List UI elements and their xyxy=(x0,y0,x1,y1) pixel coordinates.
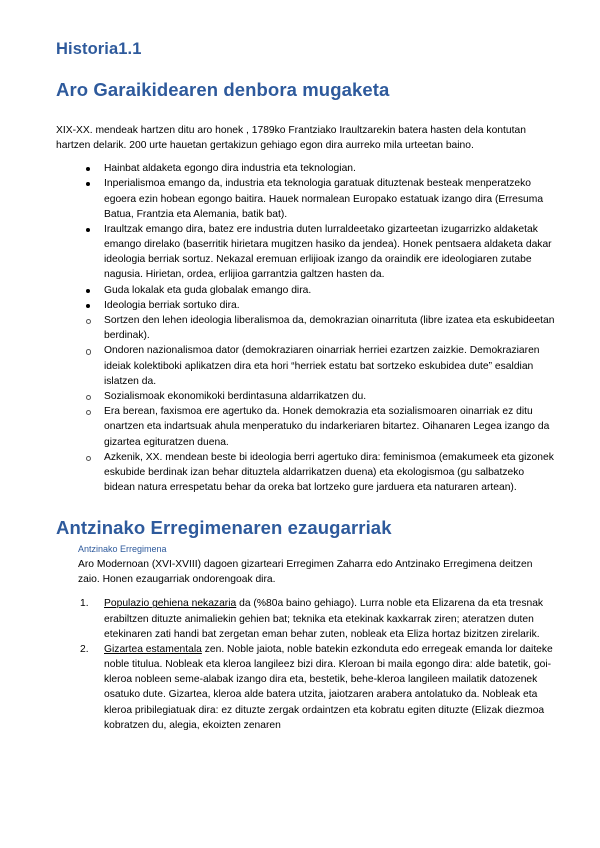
numbered-list-item xyxy=(78,642,555,733)
list-item: Sortzen den lehen ideologia liberalismoa da, demokrazian oinarrituta (libre izatea eta eskubideetan berdinak). xyxy=(82,313,555,343)
list-item: Ideologia berriak sortuko dira. xyxy=(82,298,555,313)
characteristics-bullet-list xyxy=(56,161,555,313)
section-heading-antzinako-erregimena: Antzinako Erregimenaren ezaugarriak xyxy=(56,517,392,539)
list-item: Iraultzak emango dira, batez ere industria duten lurraldeetako gizarteetan izugarrizko aldaketak emango direlako (baserritik hirietara mugitzen hasiko da jendea). Honek pentsaera aldaketa dakar ideologia berriak sortuz. Nekazal eremuan erlijioak izango da oraindik ere ideologiaren zutabe nagusia. Hirietan, ordea, erlijioa garrantzia galtzen hasten da. xyxy=(82,222,555,283)
subsection-heading: Antzinako Erregimena xyxy=(78,544,167,555)
document-title: Historia1.1 xyxy=(56,40,142,58)
antzinako-erregimena-numbered-list xyxy=(56,596,555,733)
intro-paragraph: XIX-XX. mendeak hartzen ditu aro honek , 1789ko Frantziako Iraultzarekin batera hasten dela kontutan hartzen delarik. 200 urte hauetan gertakizun gehiago egon dira aurreko mila urteetan baino. xyxy=(56,124,526,152)
list-item: Ondoren nazionalismoa dator (demokraziaren oinarriak herriei ezartzen zaizkie. Demokraziaren ideiak kolektiboki aplikatzen dira eta hori “herriek estatu bat sortzeko eskubidea dute” esaldian islatzen da. xyxy=(82,343,555,389)
list-item: Era berean, faxismoa ere agertuko da. Honek demokrazia eta sozialismoaren oinarriak ez ditu onartzen eta indartsuak ahula menperatuko du indarkeriaren bitartez. Oihanaren Legea izango da gizartea egituratzen duena. xyxy=(82,404,555,450)
item-keyword: Gizartea estamentala xyxy=(104,643,202,655)
list-item: Guda lokalak eta guda globalak emango dira. xyxy=(82,283,555,298)
list-item: Inperialismoa emango da, industria eta teknologia garatuak dituztenak besteak menperatzeko egoera ezin hobean egongo baitira. Hauek normalean Europako estatuak izango dira (Erresuma Batua, Frantzia eta Alemania, batik bat). xyxy=(82,176,555,222)
ideologies-sub-bullet-list xyxy=(56,313,555,495)
item-body: zen. Noble jaiota, noble batekin ezkonduta edo erregeak emanda lor daiteke noble titulua. Nobleak eta kleroa langileez bizi dira. Kleroan bi maila egongo dira: alde batetik, goi-kleroa nobleen seme-alabak izango dira eta, bestetik, behe-kleroa langileen mailatik datozenek osatuko dute. Gizartea, kleroa alde batera utzita, jaiotzaren arabera antolatuko da. Nobleak eta kleroa pribilegiatuak dira: ez dituzte zergak ordaintzen eta kobratu egiten dituzte (Elizak diezmoa kobratzen du, alegia, ekoizten zenaren xyxy=(104,643,553,731)
list-item: Azkenik, XX. mendean beste bi ideologia berri agertuko dira: feminismoa (emakumeek eta gizonek eskubide berdinak izan behar dituztela aldarrikatzen duena) eta ekologismoa (gu salbatzeko bidean natura errespetatu behar da oreka bat lortzeko gure jarduera eta naturaren artean). xyxy=(82,450,555,496)
list-item: Sozialismoak ekonomikoki berdintasuna aldarrikatzen du. xyxy=(82,389,555,404)
item-keyword: Populazio gehiena nekazaria xyxy=(104,598,237,610)
list-item: Hainbat aldaketa egongo dira industria eta teknologian. xyxy=(82,161,555,176)
section-heading-aro-garaikidea: Aro Garaikidearen denbora mugaketa xyxy=(56,78,390,100)
numbered-list-item xyxy=(78,596,555,642)
item-body: da (%80a baino gehiago). Lurra noble eta Elizarena da eta tresnak erabiltzen dituzte animaliekin gehien bat; teknika eta etekinak kaxkarrak ziren; ateratzen duten etekinaren zati handi bat zergetan eman behar zuten, nobleak eta Eliza hortaz bizitzen zirelarik. xyxy=(104,598,544,640)
section2-lead-paragraph: Aro Modernoan (XVI-XVIII) dagoen gizarteari Erregimen Zaharra edo Antzinako Erregimena deitzen zaio. Honen ezaugarriak ondorengoak dira. xyxy=(78,559,533,586)
